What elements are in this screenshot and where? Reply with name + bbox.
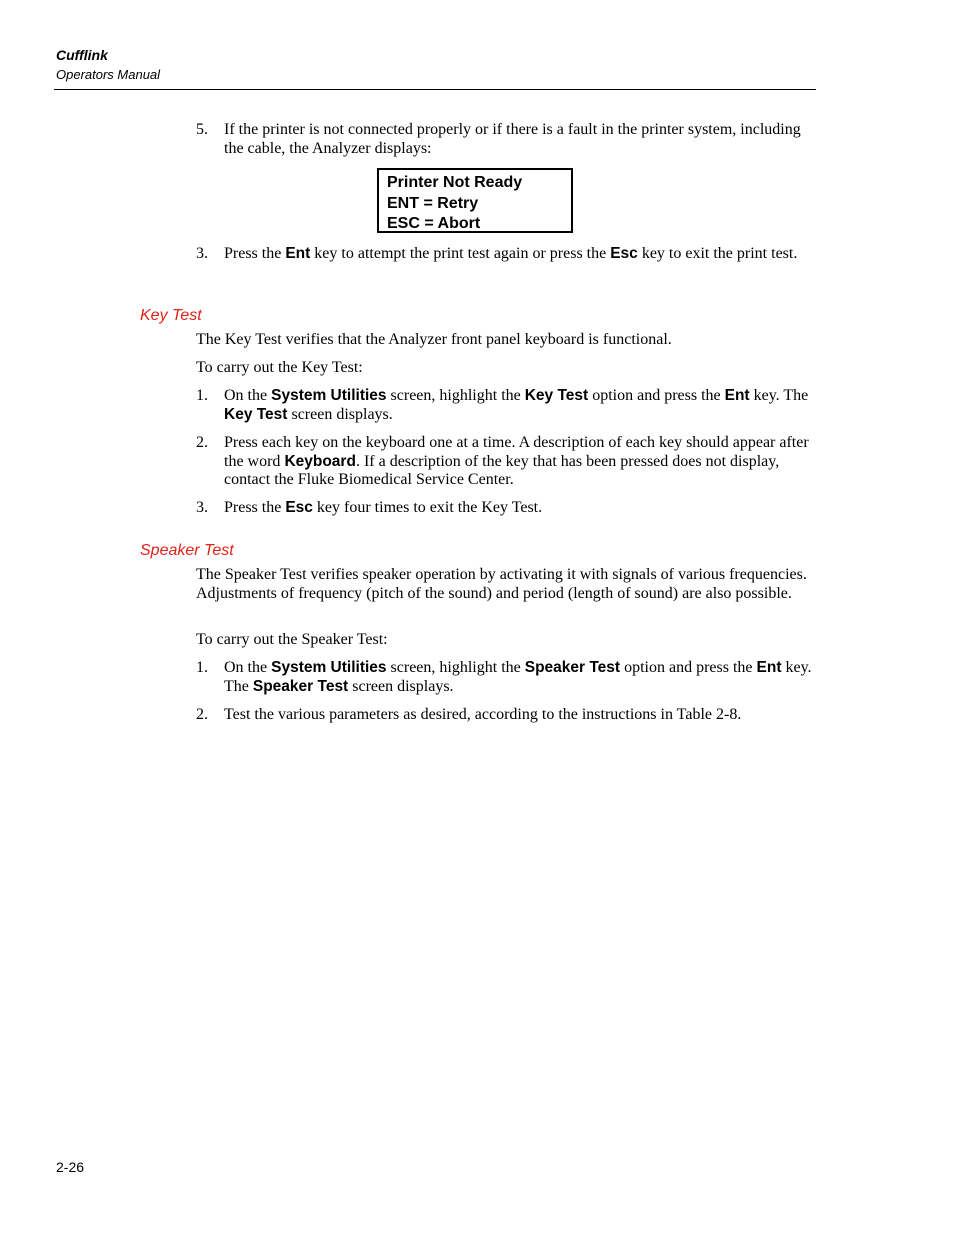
manual-title: Cufflink [56,47,108,63]
key-test-option-label: Key Test [524,387,589,404]
key-test-intro: The Key Test verifies that the Analyzer front panel keyboard is functional. [196,331,672,348]
list-item-key-step-3 [196,499,816,518]
analyzer-display [377,168,573,233]
display-line-1: Printer Not Ready [387,174,523,191]
list-item-speaker-step-2 [196,706,816,725]
ent-key-label: Ent [724,387,750,404]
page-number: 2-26 [56,1159,85,1175]
list-item-key-step-2 [196,434,816,490]
ent-key-label: Ent [285,245,311,262]
step-text: Press the Ent key to attempt the print test again or press the Esc key to exit the print test. [224,245,798,262]
step-text: On the System Utilities screen, highlight the Key Test option and press the Ent key. The Key Test screen displays. [224,387,809,423]
step-number: 2. [196,706,208,723]
display-line-3: ESC = Abort [387,215,481,232]
list-item-speaker-step-1 [196,659,816,696]
header-divider [54,89,816,90]
ent-key-label: Ent [756,659,782,676]
step-number: 1. [196,659,208,676]
step-text: Press each key on the keyboard one at a time. A description of each key should appear after the word Keyboard. If a description of the key that has been pressed does not display, contact the Fluke Biomedical Service Center. [224,434,809,488]
step-number: 3. [196,245,208,262]
section-heading-key-test: Key Test [140,307,202,324]
step-text: On the System Utilities screen, highlight the Speaker Test option and press the Ent key. The Speaker Test screen displays. [224,659,812,695]
speaker-test-option-label: Speaker Test [524,659,621,676]
manual-subtitle: Operators Manual [56,67,161,82]
system-utilities-label: System Utilities [271,659,387,676]
system-utilities-label: System Utilities [271,387,387,404]
list-item-step-3 [196,245,816,264]
speaker-test-lead: To carry out the Speaker Test: [196,631,388,648]
keyboard-label: Keyboard [284,452,356,470]
key-test-screen-label: Key Test [224,405,288,423]
section-heading-speaker-test: Speaker Test [140,542,234,559]
speaker-test-intro: The Speaker Test verifies speaker operation by activating it with signals of various frequencies. Adjustments of frequency (pitch of the sound) and period (length of sound) are also possible. [196,566,807,602]
step-number: 3. [196,499,208,516]
step-text: Press the Esc key four times to exit the Key Test. [224,499,543,516]
step-number: 2. [196,434,208,451]
speaker-test-screen-label: Speaker Test [252,677,349,695]
esc-key-label: Esc [610,245,638,262]
step-number: 1. [196,387,208,404]
step-text: Test the various parameters as desired, according to the instructions in Table 2-8. [224,706,742,723]
key-test-lead: To carry out the Key Test: [196,359,363,376]
list-item-step-5 [196,121,816,158]
step-number: 5. [196,121,208,138]
display-line-2: ENT = Retry [387,194,479,212]
esc-key-label: Esc [285,499,313,516]
step-text: If the printer is not connected properly or if there is a fault in the printer system, including the cable, the Analyzer displays: [224,121,801,157]
list-item-key-step-1 [196,387,816,424]
